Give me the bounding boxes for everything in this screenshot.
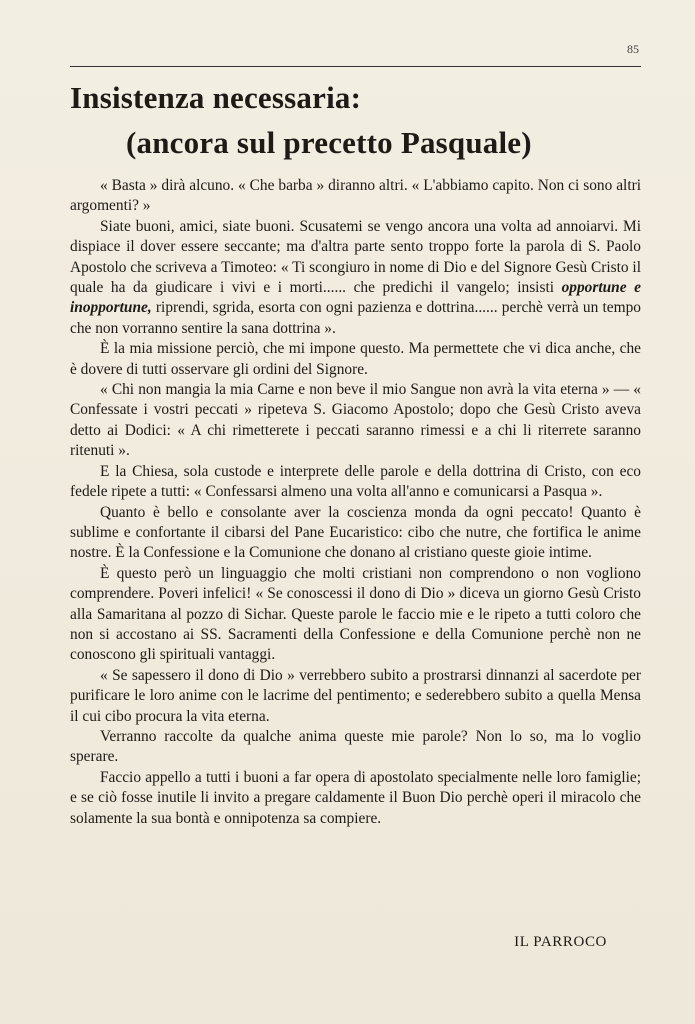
header-rule — [70, 66, 641, 67]
paragraph-6: Quanto è bello e consolante aver la coscienza monda da ogni peccato! Quanto è sublime e confortante il cibarsi del Pane Eucaristico: cibo che nutre, che fortifica le anime nostre. È la Confessione e la Comunione che donano al cristiano queste gioie intime. — [70, 503, 641, 562]
article-title: Insistenza necessaria: — [70, 80, 362, 115]
paragraph-9: Verranno raccolte da qualche anima queste mie parole? Non lo so, ma lo voglio sperare. — [70, 727, 641, 766]
paragraph-8: « Se sapessero il dono di Dio » verrebbero subito a prostrarsi dinnanzi al sacerdote per purificare le loro anime con le lacrime del pentimento; e sederebbero subito a quella Mensa il cui cibo procura la vita eterna. — [70, 666, 641, 725]
paragraph-2 — [70, 217, 641, 339]
paragraph-2-text-a: Siate buoni, amici, siate buoni. Scusatemi se vengo ancora una volta ad annoiarvi. Mi dispiace il dover essere seccante; ma d'altra parte sento troppo forte la parola di S. Paolo Apostolo che scriveva a Timoteo: « Ti scongiuro in nome di Dio e del Signore Gesù Cristo il quale ha da giudicare i vivi e i morti...... che predichi il vangelo; insisti — [70, 217, 641, 297]
paragraph-5: E la Chiesa, sola custode e interprete delle parole e della dottrina di Cristo, con eco fedele ripete a tutti: « Confessarsi almeno una volta all'anno e comunicarsi a Pasqua ». — [70, 462, 641, 501]
paragraph-2-emphasis: opportune e inopportune, — [70, 279, 641, 317]
article-body — [70, 176, 641, 829]
page-number: 85 — [627, 42, 639, 56]
signature: IL PARROCO — [514, 934, 607, 950]
paragraph-3: È la mia missione perciò, che mi impone questo. Ma permettete che vi dica anche, che è dovere di tutti osservare gli ordini del Signore. — [70, 340, 641, 378]
paragraph-7: È questo però un linguaggio che molti cristiani non comprendono o non vogliono comprendere. Poveri infelici! « Se conoscessi il dono di Dio » diceva un giorno Gesù Cristo alla Samaritana al pozzo di Sichar. Queste parole le faccio mie e le ripeto a tutti coloro che non si accostano ai SS. Sacramenti della Confessione e della Comunione perchè non ne conoscono gli spirituali vantaggi. — [70, 564, 641, 664]
paragraph-10: Faccio appello a tutti i buoni a far opera di apostolato specialmente nelle loro famiglie; e se ciò fosse inutile li invito a pregare caldamente il Buon Dio perchè operi il miracolo che solamente la sua bontà e onnipotenza sa compiere. — [70, 768, 641, 827]
paragraph-4: « Chi non mangia la mia Carne e non beve il mio Sangue non avrà la vita eterna » — « Confessate i vostri peccati » ripeteva S. Giacomo Apostolo; dopo che Gesù Cristo aveva detto ai Dodici: « A chi rimetterete i peccati saranno rimessi e a chi li riterrete saranno ritenuti ». — [70, 381, 641, 460]
article-subtitle: (ancora sul precetto Pasquale) — [126, 125, 532, 160]
paragraph-2-text-b: riprendi, sgrida, esorta con ogni pazienza e dottrina...... perchè verrà un tempo che non vorranno sentire la sana dottrina ». — [70, 299, 641, 337]
paragraph-1: « Basta » dirà alcuno. « Che barba » diranno altri. « L'abbiamo capito. Non ci sono altri argomenti? » — [70, 177, 641, 215]
